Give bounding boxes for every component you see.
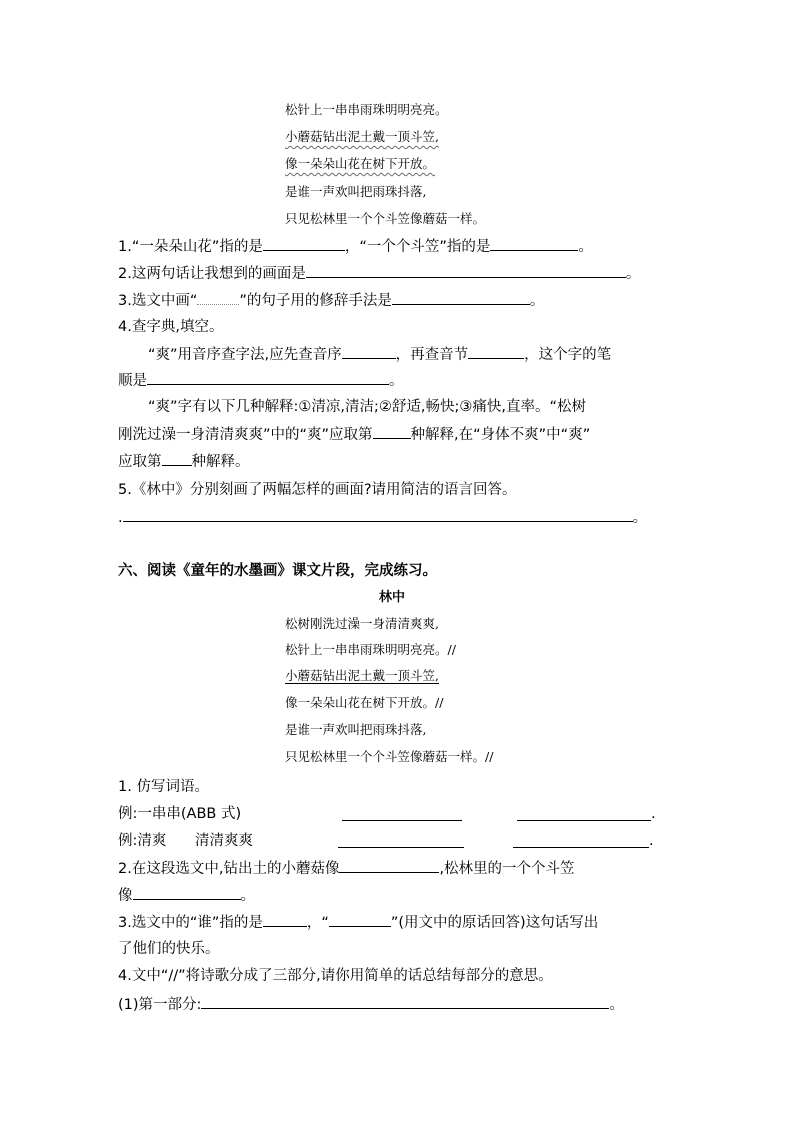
question-text: 3.选文中的“谁”指的是 [118, 915, 263, 931]
s6-question-3 [118, 912, 598, 933]
answer-blank[interactable] [263, 912, 307, 927]
question-text: 种解释。 [191, 454, 250, 470]
answer-blank[interactable] [490, 236, 578, 251]
question-1 [118, 236, 593, 257]
question-text: ”的句子用的修辞手法是 [239, 293, 392, 309]
question-4-line [148, 344, 611, 365]
section-heading: 六、阅读《童年的水墨画》课文片段，完成练习。 [118, 563, 437, 579]
question-text: ，“一个个斗笠”指的是 [344, 239, 491, 255]
period: . [649, 833, 654, 849]
answer-blank[interactable] [329, 912, 391, 927]
example-word: 例:清爽 [118, 833, 167, 849]
question-text: 3.选文中画“ [118, 293, 198, 309]
question-text: ”(用文中的原话回答)这句话写出 [390, 915, 599, 931]
question-text: 像 [118, 888, 133, 904]
s6-question-3-cont: 了他们的快乐。 [118, 941, 220, 957]
question-5-answer [118, 507, 647, 528]
question-text: ,松林里的一个个斗笠 [439, 861, 575, 877]
question-text: 。 [632, 510, 648, 526]
question-text: 。 [529, 293, 545, 309]
answer-blank[interactable] [133, 885, 241, 900]
poem-line-underlined: 像一朵朵山花在树下开放。 [285, 156, 436, 171]
answer-blank[interactable] [342, 344, 396, 359]
poem-line: 松针上一串串雨珠明明亮亮。// [285, 642, 456, 657]
s6-question-4: 4.文中“//”将诗歌分成了三部分,请你用简单的话总结每部分的意思。 [118, 968, 553, 984]
question-text: 。 [625, 266, 641, 282]
poem-line: 只见松林里一个个斗笠像蘑菇一样。// [285, 749, 494, 764]
poem-line-underlined: 小蘑菇钻出泥土戴一顶斗笠, [285, 129, 439, 144]
answer-blank[interactable] [339, 858, 439, 873]
question-text: 顺是 [118, 373, 147, 389]
question-text: 应取第 [118, 454, 162, 470]
question-text: 。 [578, 239, 593, 255]
answer-blank[interactable] [201, 994, 609, 1009]
question-text: 2.在这段选文中,钻出土的小蘑菇像 [118, 861, 340, 877]
question-text: 刚洗过澡一身清清爽爽”中的“爽”应取第 [118, 427, 373, 443]
question-text: (1)第一部分: [118, 997, 202, 1013]
poem-line-underlined: 小蘑菇钻出泥土戴一顶斗笠, [285, 668, 439, 683]
question-text: ，再查音节 [395, 347, 469, 363]
poem-line: 只见松林里一个个斗笠像蘑菇一样。 [285, 211, 486, 226]
question-text: ，“ [306, 915, 329, 931]
answer-blank[interactable] [517, 806, 651, 821]
answer-blank[interactable] [392, 290, 530, 305]
question-4-title: 4.查字典,填空。 [118, 319, 224, 335]
question-text: 。 [389, 373, 404, 389]
poem-line: 松针上一串串雨珠明明亮亮。 [285, 102, 448, 117]
question-4-line [118, 370, 404, 391]
period: . [651, 806, 656, 822]
question-text: 。 [240, 888, 255, 904]
question-4-line [118, 424, 590, 445]
s6-example-1: 例:一串串(ABB 式) [118, 806, 242, 822]
question-5: 5.《林中》分别刻画了两幅怎样的画面?请用简洁的语言回答。 [118, 482, 517, 498]
s6-example-2 [118, 831, 253, 851]
wavy-mark [197, 292, 239, 305]
question-text: 1.“一朵朵山花”指的是 [118, 239, 263, 255]
question-text: 种解释,在“身体不爽”中“爽” [410, 427, 591, 443]
poem-line: 松树刚洗过澡一身清清爽爽, [285, 616, 439, 631]
question-text: 2.这两句话让我想到的画面是 [118, 266, 306, 282]
question-text: ，这个字的笔 [524, 347, 612, 363]
answer-blank[interactable] [342, 806, 462, 821]
poem-line: 像一朵朵山花在树下开放。// [285, 695, 444, 710]
s6-question-2-cont [118, 885, 255, 906]
question-text: . [118, 510, 123, 526]
answer-blank[interactable] [123, 507, 633, 522]
answer-blank[interactable] [162, 451, 192, 466]
answer-blank[interactable] [263, 236, 345, 251]
answer-blank[interactable] [373, 424, 411, 439]
poem-line: 是谁一声欢叫把雨珠抖落, [285, 722, 427, 737]
question-3 [118, 290, 544, 311]
answer-blank[interactable] [338, 833, 464, 848]
question-2 [118, 263, 640, 284]
question-text: “爽”用音序查字法,应先查音序 [148, 347, 342, 363]
s6-question-4-part1 [118, 994, 624, 1015]
s6-question-1-title: 1. 仿写词语。 [118, 779, 209, 795]
answer-blank[interactable] [513, 833, 649, 848]
question-4-line: “爽”字有以下几种解释:①清凉,清洁;②舒适,畅快;③痛快,直率。“松树 [148, 399, 587, 415]
question-text: 。 [609, 997, 624, 1013]
question-4-line [118, 451, 250, 472]
poem-title: 林中 [379, 590, 406, 605]
example-word: 清清爽爽 [195, 833, 253, 849]
answer-blank[interactable] [147, 370, 389, 385]
answer-blank[interactable] [468, 344, 524, 359]
s6-question-2 [118, 858, 575, 879]
answer-blank[interactable] [306, 263, 626, 278]
poem-line: 是谁一声欢叫把雨珠抖落, [285, 184, 427, 199]
